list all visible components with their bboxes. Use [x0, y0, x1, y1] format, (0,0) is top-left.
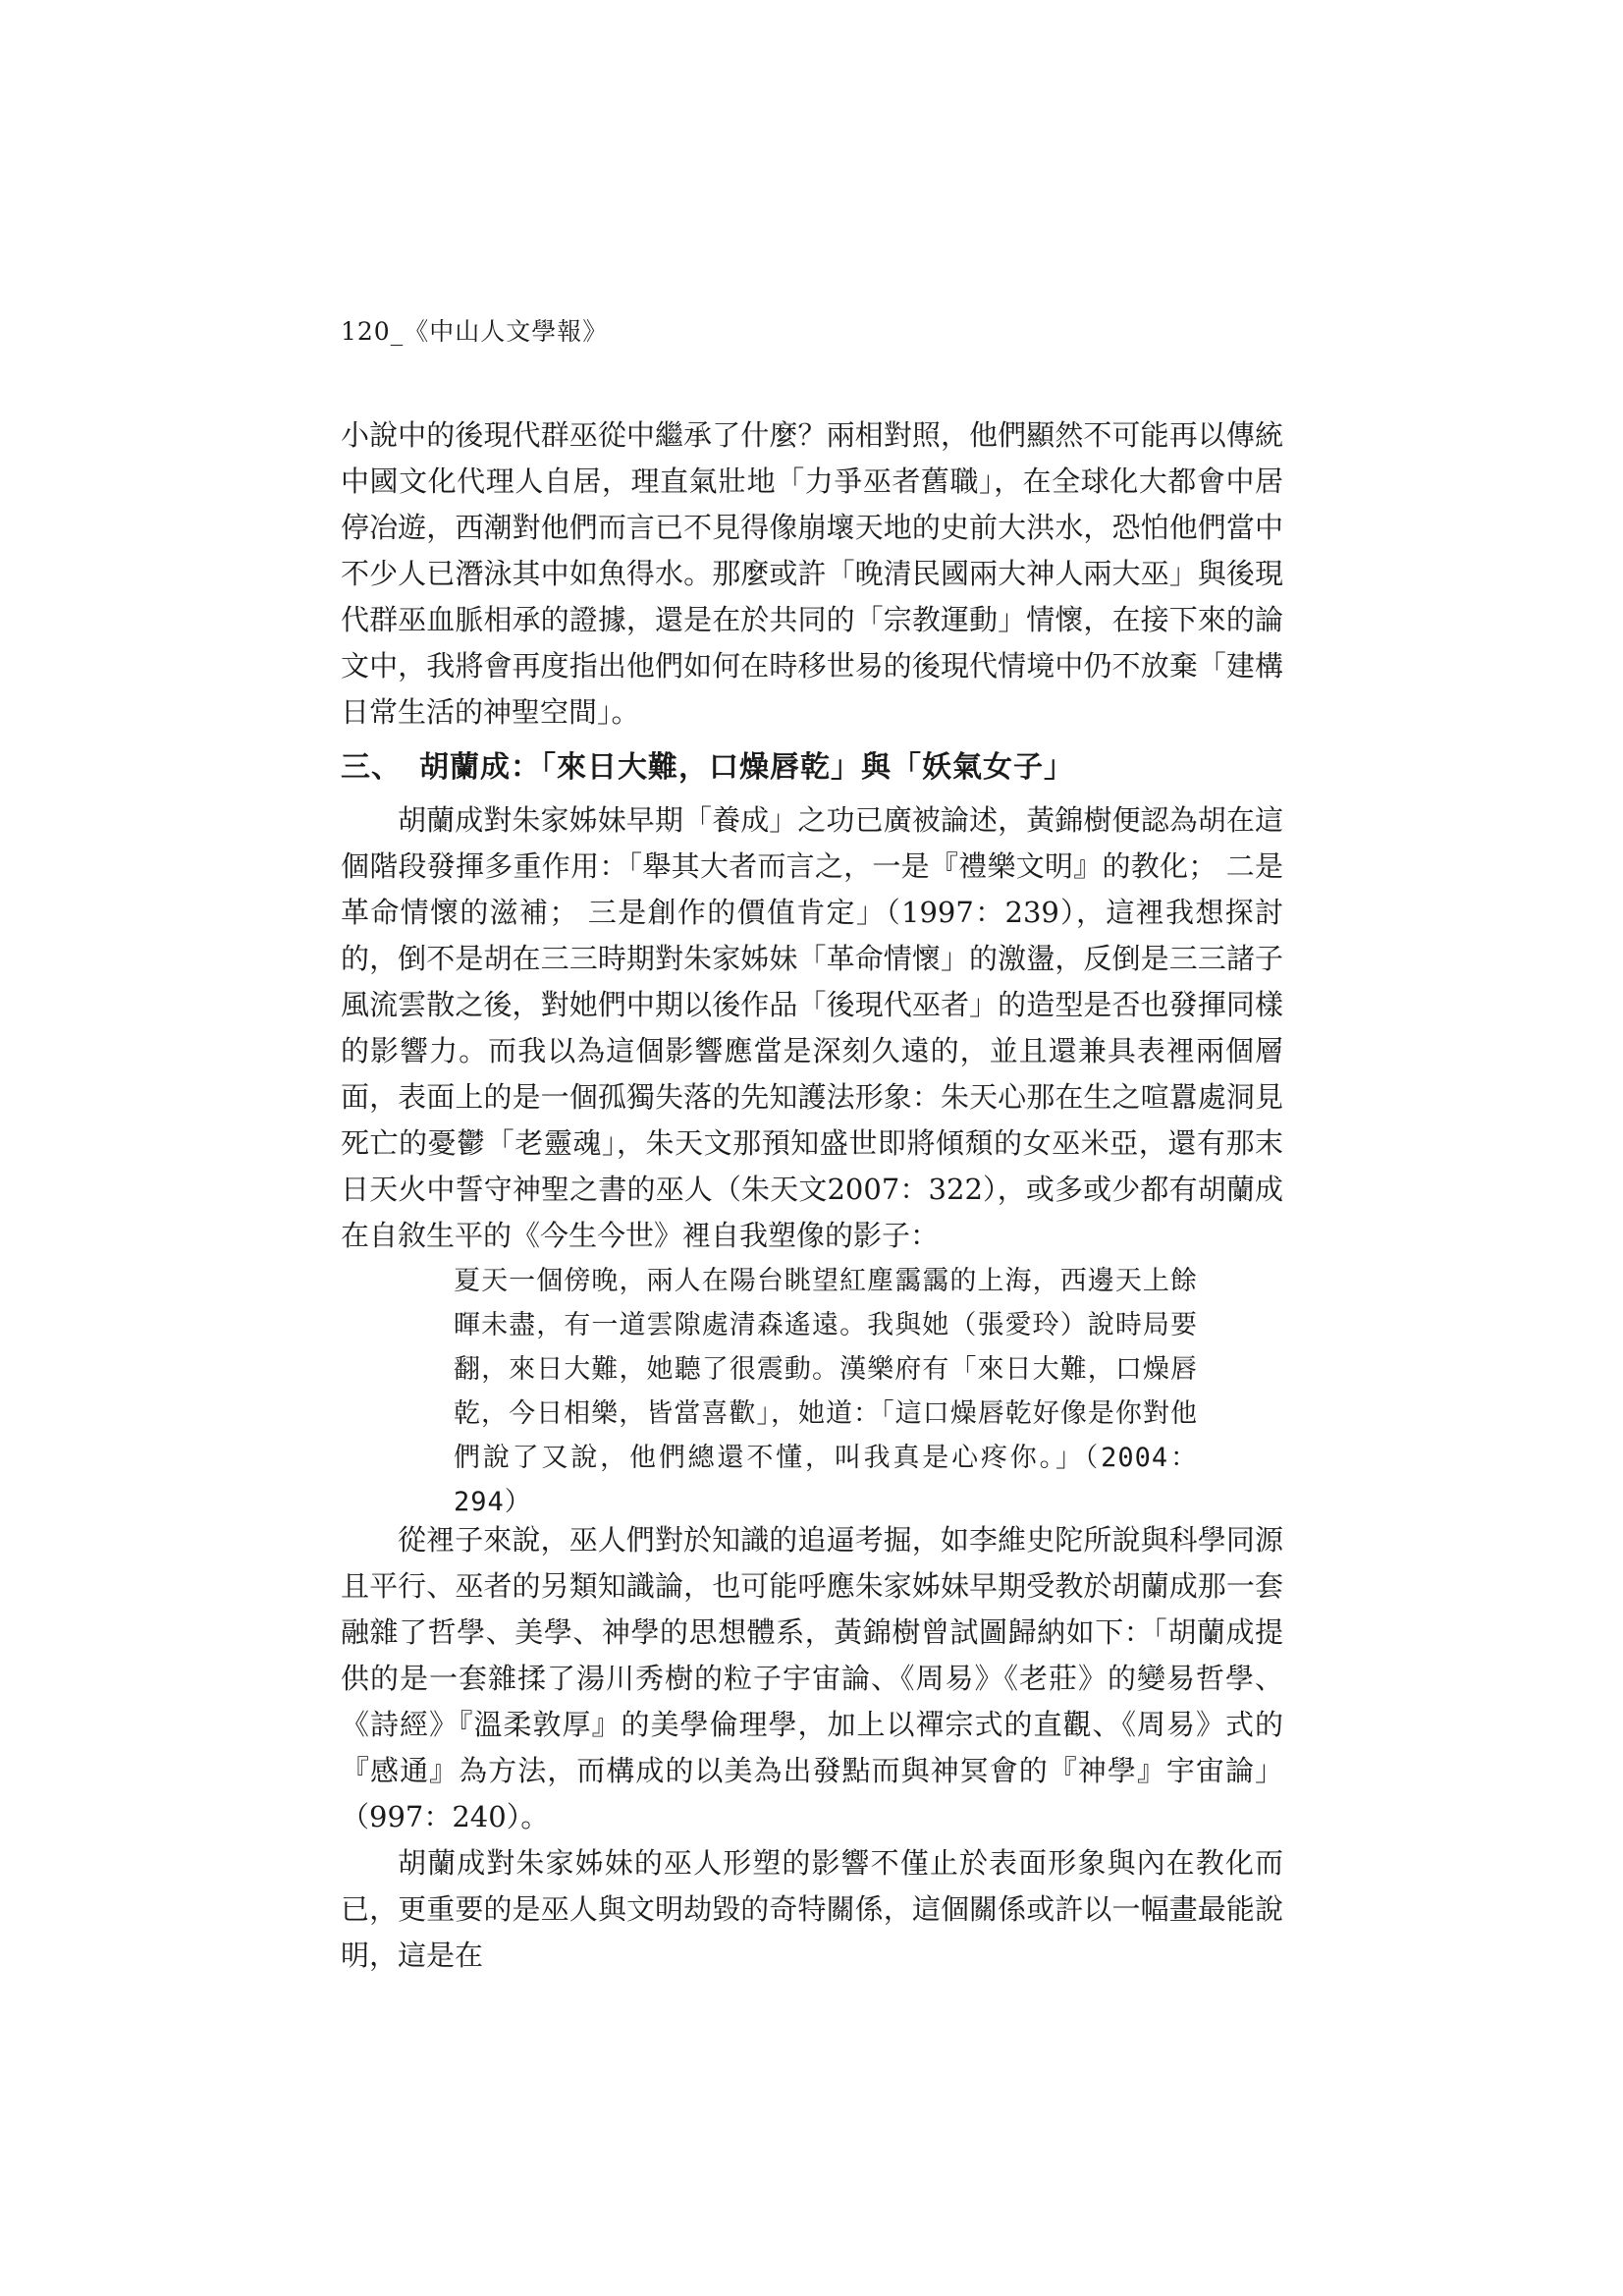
section-body — [341, 797, 1283, 1259]
section-number: 三、 — [341, 750, 402, 785]
paragraph-3: 從裡子來說，巫人們對於知識的追逼考掘，如李維史陀所說與科學同源且平行、巫者的另類知識論，也可能呼應朱家姊妹早期受教於胡蘭成那一套融雜了哲學、美學、神學的思想體系，黃錦樹曾試圖歸納如下：「胡蘭成提供的是一套雜揉了湯川秀樹的粒子宇宙論、《周易》《老莊》的變易哲學、《詩經》『溫柔敦厚』的美學倫理學，加上以禪宗式的直觀、《周易》式的『感通』為方法，而構成的以美為出發點而與神冥會的『神學』宇宙論」（997：240）。 — [341, 1523, 1283, 1833]
body-text-top — [341, 412, 1283, 736]
section-title: 胡蘭成：「來日大難，口燥唇乾」與「妖氣女子」 — [419, 750, 1074, 785]
paragraph-2: 胡蘭成對朱家姊妹早期「養成」之功已廣被論述，黃錦樹便認為胡在這個階段發揮多重作用：「舉其大者而言之，一是『禮樂文明』的教化； 二是革命情懷的滋補； 三是創作的價值肯定」（1997：239），這裡我想探討的，倒不是胡在三三時期對朱家姊妹「革命情懷」的激盪，反倒是三三諸子風流雲散之後，對她們中期以後作品「後現代巫者」的造型是否也發揮同樣的影響力。而我以為這個影響應當是深刻久遠的，並且還兼具表裡兩個層面，表面上的是一個孤獨失落的先知護法形象：朱天心那在生之喧囂處洞見死亡的憂鬱「老靈魂」，朱天文那預知盛世即將傾頹的女巫米亞，還有那末日天火中誓守神聖之書的巫人（朱天文2007：322），或多或少都有胡蘭成在自敘生平的《今生今世》裡自我塑像的影子： — [341, 803, 1283, 1252]
paragraph-4: 胡蘭成對朱家姊妹的巫人形塑的影響不僅止於表面形象與內在教化而已，更重要的是巫人與文明劫毀的奇特關係，這個關係或許以一幅畫最能說明，這是在 — [341, 1846, 1283, 1972]
body-text-after-quote — [341, 1517, 1283, 1979]
section-heading — [341, 742, 1283, 786]
paragraph-1: 小說中的後現代群巫從中繼承了什麼？兩相對照，他們顯然不可能再以傳統中國文化代理人自居，理直氣壯地「力爭巫者舊職」，在全球化大都會中居停冶遊，西潮對他們而言已不見得像崩壞天地的史前大洪水，恐怕他們當中不少人已潛泳其中如魚得水。那麼或許「晚清民國兩大神人兩大巫」與後現代群巫血脈相承的證據，還是在於共同的「宗教運動」情懷，在接下來的論文中，我將會再度指出他們如何在時移世易的後現代情境中仍不放棄「建構日常生活的神聖空間」。 — [341, 418, 1283, 729]
block-quote: 夏天一個傍晚，兩人在陽台眺望紅塵靄靄的上海，西邊天上餘暉未盡，有一道雲隙處清森遙遠。我與她（張愛玲）說時局要翻，來日大難，她聽了很震動。漢樂府有「來日大難，口燥唇乾，今日相樂，皆當喜歡」，她道：「這口燥唇乾好像是你對他們說了又說，他們總還不懂，叫我真是心疼你。」（2004：294） — [454, 1266, 1198, 1517]
running-head: 120_《中山人文學報》 — [341, 317, 609, 346]
